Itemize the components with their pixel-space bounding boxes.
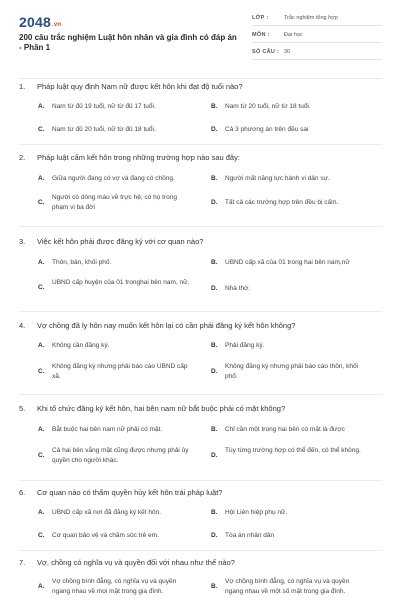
option-c[interactable]: C.UBND cấp huyện của 01 tronghai bên nam, nữ.	[38, 279, 190, 291]
option-c[interactable]: C. Nam từ đủ 20 tuổi, nữ từ đủ 18 tuổi.	[38, 126, 156, 133]
option-c[interactable]: C.Người có dòng máu về trực hệ; có họ trong phạm vi ba đời	[38, 194, 177, 211]
option-d[interactable]: D.Tùy từng trường hợp có thể đến, có thể không.	[211, 447, 361, 459]
meta-key: LỚP :	[252, 15, 269, 21]
option-b[interactable]: B. UBND cấp xã của 01 trong hai bên nam,nữ	[211, 259, 350, 266]
question-text: 1. Pháp luật quy định Nam nữ được kết hôn khi đạt độ tuổi nào?	[19, 82, 243, 91]
question-text: 4. Vợ chồng đã ly hôn nay muốn kết hôn lại có cần phải đăng ký kết hôn không?	[19, 321, 296, 330]
option-b[interactable]: B. Hội Liên hiệp phụ nữ.	[211, 509, 288, 516]
option-c[interactable]: C.Cả hai bên vắng mặt cũng được nhưng phải ủy quyền cho người khác.	[38, 447, 189, 464]
meta-row-class	[252, 12, 382, 26]
question-text: 2. Pháp luật cấm kết hôn trong những trường hợp nào sau đây:	[19, 153, 240, 162]
question-text: 6. Cơ quan nào có thẩm quyền hủy kết hôn trái pháp luật?	[19, 488, 223, 497]
document-title: 200 câu trắc nghiệm Luật hôn nhân và gia đình có đáp án - Phần 1	[19, 33, 237, 52]
option-d[interactable]: D. Tất cả các trường hợp trên đều bị cấm.	[211, 199, 339, 206]
option-a[interactable]: A. Không cần đăng ký.	[38, 342, 110, 349]
option-d[interactable]: D.Không đăng ký nhưng phải báo cáo thôn, khối phố.	[211, 363, 359, 380]
option-b[interactable]: B.Vợ chồng bình đẳng, có nghĩa vụ và quyền ngang nhau về một số mặt trong gia đình.	[211, 578, 350, 595]
question-text: 7. Vợ, chồng có nghĩa vụ và quyền đối với nhau như thế nào?	[19, 558, 235, 567]
question-text: 3. Việc kết hôn phải được đăng ký với cơ quan nào?	[19, 237, 204, 246]
site-logo[interactable]: 2048.vn	[19, 14, 62, 30]
option-b[interactable]: B. Người mất năng lực hành vi dân sự.	[211, 175, 330, 182]
meta-key: SỐ CÂU :	[252, 49, 280, 55]
question-divider	[19, 550, 382, 551]
option-b[interactable]: B. Chỉ cần một trong hai bên có mặt là được	[211, 426, 345, 433]
meta-row-count	[252, 46, 382, 60]
question-divider	[19, 480, 382, 481]
meta-value: Đại học	[284, 32, 303, 38]
question-divider	[19, 311, 382, 312]
meta-value: 30	[284, 49, 291, 55]
header-divider	[19, 78, 382, 79]
option-d[interactable]: D. Cả 3 phương án trên đều sai	[211, 126, 309, 133]
option-d[interactable]: D. Tòa án nhân dân	[211, 532, 275, 539]
option-a[interactable]: A.Vợ chồng bình đẳng, có nghĩa vụ và quyền ngang nhau về mọi mặt trong gia đình.	[38, 578, 177, 595]
option-a[interactable]: A. Giữa người đang có vợ và đang có chồng.	[38, 175, 175, 182]
question-divider	[19, 144, 382, 145]
meta-value: Trắc nghiệm tổng hợp	[284, 15, 338, 21]
option-b[interactable]: B. Phải đăng ký.	[211, 342, 265, 349]
option-a[interactable]: A. Bắt buộc hai bên nam nữ phải có mặt.	[38, 426, 163, 433]
question-text: 5. Khi tổ chức đăng ký kết hôn, hai bên nam nữ bắt buộc phải có mặt không?	[19, 404, 286, 413]
question-divider	[19, 394, 382, 395]
option-a[interactable]: A. UBND cấp xã nơi đã đăng ký kết hôn.	[38, 509, 162, 516]
meta-row-subject	[252, 29, 382, 43]
option-c[interactable]: C. Cơ quan bảo vệ và chăm sóc trẻ em.	[38, 532, 159, 539]
document-meta	[252, 12, 382, 63]
option-c[interactable]: C.Không đăng ký nhưng phải báo cáo UBND cấp xã.	[38, 363, 188, 380]
option-a[interactable]: A. Nam từ đủ 19 tuổi, nữ từ đủ 17 tuổi.	[38, 103, 156, 110]
option-b[interactable]: B. Nam từ 20 tuổi, nữ từ 18 tuổi.	[211, 103, 311, 110]
meta-key: MÔN :	[252, 32, 270, 38]
option-d[interactable]: D. Nhà thờ.	[211, 285, 251, 292]
option-a[interactable]: A. Thôn, bản, khối phố.	[38, 259, 112, 266]
page-header	[0, 0, 400, 70]
question-divider	[19, 226, 382, 227]
